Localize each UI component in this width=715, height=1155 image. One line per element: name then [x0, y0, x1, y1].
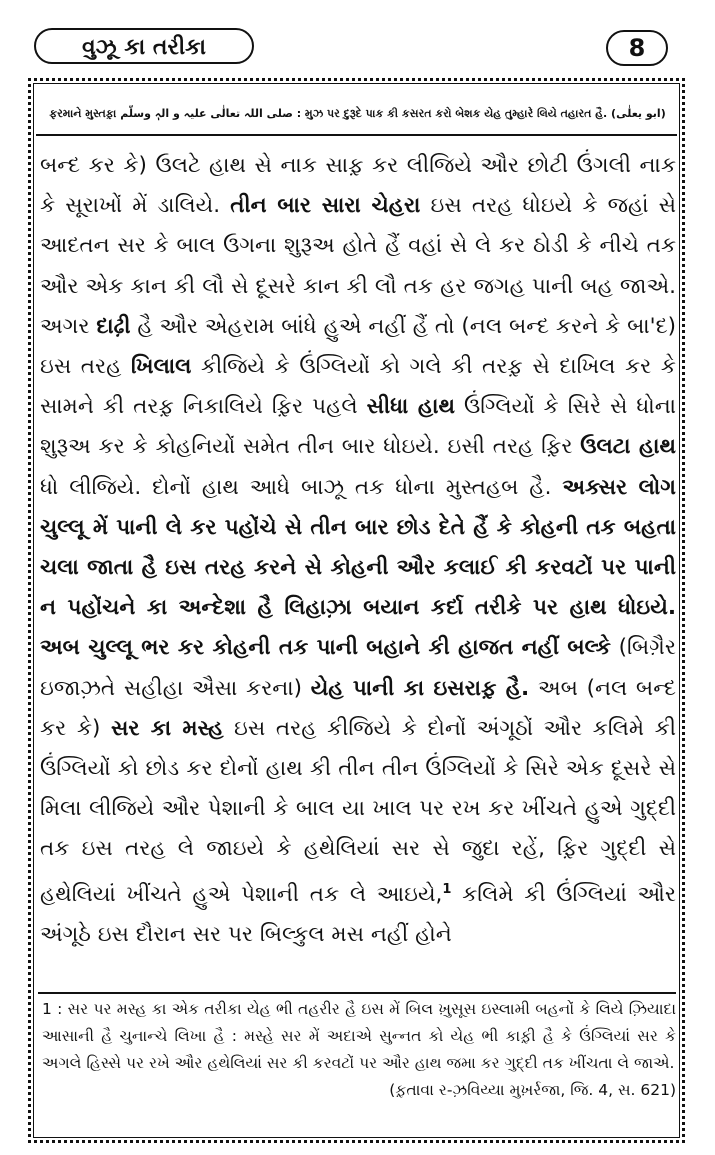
body-run: ઇસ તરહ કીજિયે કે દોનોં અંગૂઠોં ઔર કલિમે કી ઉંગ્લિયોં કો છોડ કર દોનોં હાથ કી તીન તીન ઉંગ્લિયોં કે સિરે એક દૂસરે સે મિલા લીજિયે ઔર પેશાની કે બાલ યા ખાલ પર રખ કર ખીંચતે હુએ ગુદ્દી તક ઇસ તરહ લે જાઇયે કે હથેલિયાં સર સે જુદા રહેં, ફ઼િર ગુદ્દી સે હથેલિયાં ખીંચતે હુએ પેશાની તક લે આઇયે,	[40, 715, 676, 907]
body-paragraph	[40, 146, 676, 955]
body-bold-run: તીન બાર સારા ચેહરા	[230, 193, 421, 219]
footnote-text: 1 : સર પર મસ્હ કા એક તરીકા યેહ ભી તહરીર હૈ ઇસ મેં બિલ ખ઼ુસૂસ ઇસ્લામી બહનોં કે લિયે ઝ઼િયાદા આસાની હૈ ચુનાન્ચે લિખા હૈ : મસ્હે સર મેં અદાએ સુન્નત કો યેહ ભી કાફ઼ી હૈ કે ઉંગ્લિયાં સર કે અગલે હિસ્સે પર રખે ઔર હથેલિયાં સર કી કરવટોં પર ઔર હાથ જમા કર ગુદ્દી તક ખીંચતા લે જાએ.	[42, 1000, 676, 1072]
body-run: ધો લીજિયે. દોનોં હાથ આધે બાઝૂ તક ધોના મુસ્તહબ હૈ.	[40, 474, 552, 500]
banner-divider	[36, 134, 677, 136]
page-number: 8	[606, 30, 668, 66]
footnote-reference: (ફ઼તાવા ર-ઝ઼વિય્યા મુખ઼ર્રજા, જિ. 4, સ. 621)	[389, 1081, 676, 1099]
footnote-marker[interactable]: 1	[442, 881, 452, 897]
footnote	[42, 996, 676, 1104]
body-bold-run: સીધા હાથ	[366, 394, 455, 420]
body-run: કલિમે કી ઉંગ્લિયાં ઔર અંગૂઠે ઇસ દૌરાન સર પર બિલ્કુલ મસ નહીં હોને	[40, 881, 676, 948]
body-bold-run: સર કા મસ્હ	[110, 715, 224, 741]
body-bold-run: ખિલાલ	[131, 354, 192, 380]
footnote-paragraph	[42, 996, 676, 1099]
main-body-text	[40, 146, 676, 955]
body-run: (બિગ઼ૈર ઇજાઝ઼તે સહીહા ઐસા કરના)	[40, 635, 676, 701]
body-run: ઇસ તરહ ધોઇયે કે જહાં સે આદતન સર કે બાલ ઉગના શુરૂઅ હોતે હૈં વહાં સે લે કર ઠોડી કે નીચે તક ઔર એક કાન કી લૌ સે દૂસરે કાન કી લૌ તક હર જગહ પાની બહ જાએ. અગર	[40, 193, 677, 339]
body-run: અબ (નલ બન્દ કર કે)	[40, 675, 676, 741]
body-run: કીજિયે કે ઉંગ્લિયોં કો ગલે કી તરફ઼ સે દાખિલ કર કે સામને કી તરફ઼ નિકાલિયે ફ઼િર પહલે	[40, 354, 676, 420]
body-run: બન્દ કર કે) ઉલટે હાથ સે નાક સાફ઼ કર લીજિયે ઔર છોટી ઉંગલી નાક કે સૂરાખોં મેં ડાલિયે.	[40, 153, 676, 219]
body-run: હૈ ઔર એહરામ બાંધે હુએ નહીં હૈં તો (નલ બન્દ કરને કે બા'દ) ઇસ તરહ	[40, 313, 676, 380]
body-run: ઉંગ્લિયોં કે સિરે સે ધોના શુરૂઅ કર કે કોહનિયોં સમેત તીન બાર ધોઇયે. ઇસી તરહ ફ઼િર	[40, 394, 676, 460]
body-bold-run: ઉલટા હાથ	[580, 434, 676, 460]
body-bold-run: યેહ પાની કા ઇસરાફ઼ હૈ.	[310, 675, 530, 701]
farmane-mustafa-banner: ફરમાને મુસ્તફ઼ા صلی اللہ تعالٰی علیہ و الہٖ وسلّم : મુઝ પર દુરૂદે પાક કી કસરત કરો બેશક યેહ તુમ્હારે લિયે તહારત હૈ. (ابو یعلٰی)	[49, 107, 666, 120]
footnote-divider	[38, 992, 676, 994]
header-title: વુઝૂ કા તરીકા	[34, 28, 254, 64]
body-bold-run: દાઢ઼ી	[96, 313, 131, 339]
body-bold-run: અક્સર લોગ ચુલ્લૂ મેં પાની લે કર પહોંચે સે તીન બાર છોડ દેતે હૈં કે કોહની તક બહતા ચલા જાતા હૈ ઇસ તરહ કરને સે કોહની ઔર કલાઈ કી કરવટોં પર પાની ન પહોંચને કા અન્દેશા હૈ લિહાઝ઼ા બયાન કર્દા તરીકે પર હાથ ધોઇયે. અબ ચુલ્લૂ ભર કર કોહની તક પાની બહાને કી હાજત નહીં બલ્કે	[40, 474, 676, 661]
